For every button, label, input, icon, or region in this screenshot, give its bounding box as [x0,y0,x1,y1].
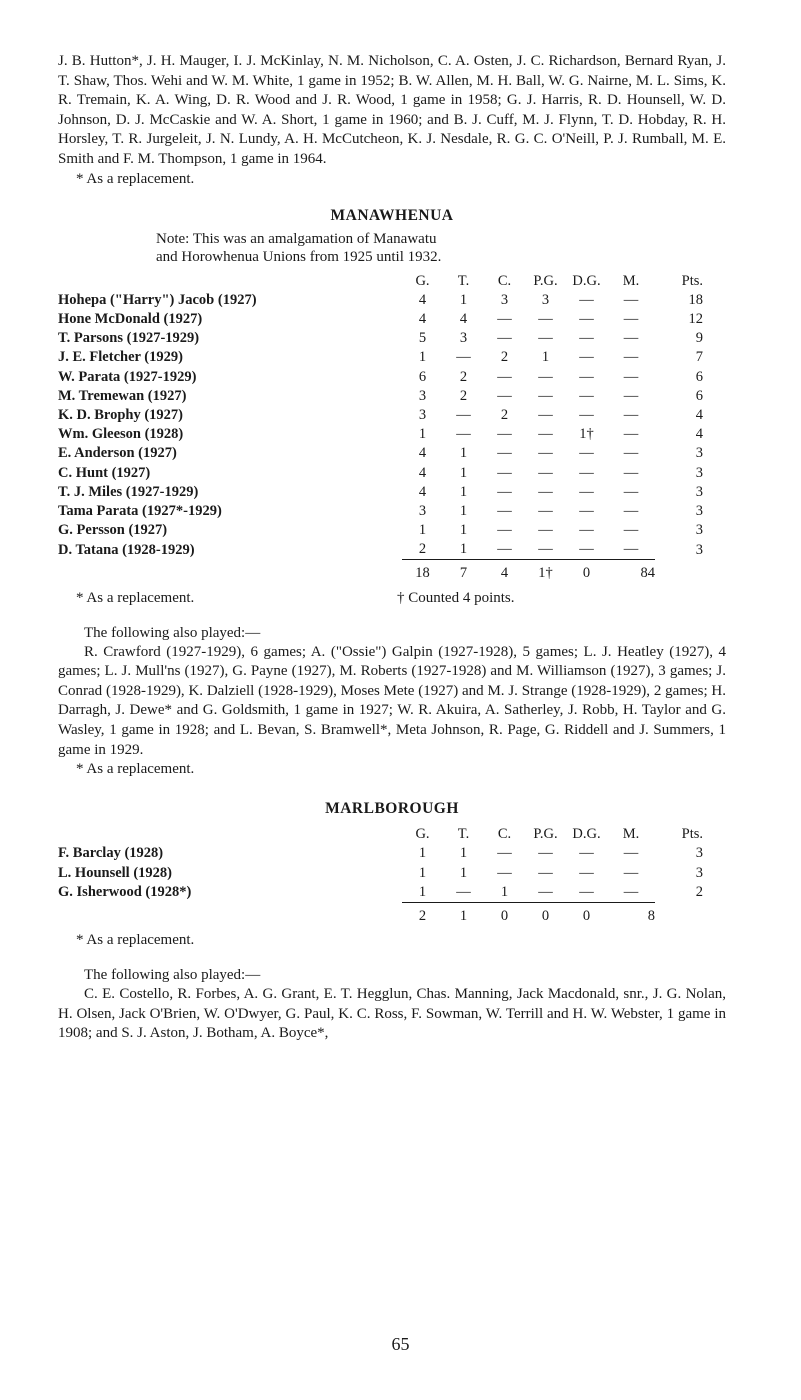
stat-cell: — [497,368,512,385]
section-title-manawhenua: MANAWHENUA [330,206,454,224]
stat-cell: — [456,406,471,423]
replacement-footnote: * As a replacement. [76,932,195,949]
stat-cell: 4 [459,311,468,328]
player-name: T. J. Miles (1927-1929) [58,483,199,500]
player-name: E. Anderson (1927) [58,445,177,462]
total-cell: 4 [484,560,525,584]
section-title-marlborough: MARLBOROUGH [325,800,459,818]
stat-cell: — [497,502,512,519]
stat-cell: 4 [695,406,703,423]
player-name: Hone McDonald (1927) [58,311,203,328]
stat-cell: 3 [695,445,703,462]
stat-cell: 18 [688,291,703,308]
stat-cell: — [623,464,639,481]
stat-cell: 1 [418,349,427,366]
table-row [58,425,703,444]
stat-cell: 1 [459,483,468,500]
player-name: G. Isherwood (1928*) [58,884,192,901]
stat-cell: 1 [541,349,550,366]
stat-cell: 7 [695,349,703,366]
stat-cell: 5 [418,330,427,347]
stat-cell: — [623,330,639,347]
stat-cell: — [579,406,594,423]
table-row [58,883,703,903]
also-played-text: C. E. Costello, R. Forbes, A. G. Grant, E. T. Hegglun, Chas. Manning, Jack Macdonald, snr., J. G. Nolan, H. Olsen, Jack O'Brien, W. O'Dwyer, G. Paul, K. C. Ross, F. Sowman, W. Terrill and H. W. Webster, 1 game in 1908; and S. J. Aston, J. Botham, A. Boyce*, [58,986,726,1042]
intro-paragraph: J. B. Hutton*, J. H. Mauger, I. J. McKinlay, N. M. Nicholson, C. A. Osten, J. C. Richardson, Bernard Ryan, J. T. Shaw, Thos. Wehi and W. M. White, 1 game in 1952; B. W. Allen, M. H. Ball, W. G. Nairne, M. L. Sims, K. R. Tremain, K. A. Wing, D. R. Wood and J. R. Wood, 1 game in 1958; G. J. Harris, R. D. Hounsell, W. D. Johnson, D. J. McCaskie and W. A. Short, 1 game in 1960; and B. J. Cuff, M. J. Flynn, T. D. Hobday, R. H. Horsley, T. R. Jurgeleit, J. N. Lundy, A. H. McCutcheon, K. J. Nesdale, R. G. C. O'Neill, P. J. Rumball, M. E. Smith and F. M. Thompson, 1 game in 1964. [58,53,726,167]
stat-cell: 3 [695,864,703,881]
header-g: G. [415,826,430,843]
stat-cell: 6 [695,387,703,404]
stat-cell: — [579,330,594,347]
stat-cell: 1 [500,883,509,900]
stat-cell: 3 [459,330,468,347]
stat-cell: — [579,502,594,519]
stat-cell: 3 [418,387,427,404]
table-row [58,444,703,463]
header-t: T. [457,272,470,289]
stat-cell: — [538,464,553,481]
stat-cell: 9 [695,330,703,347]
also-played-heading: The following also played:— [84,967,261,984]
stat-cell: — [579,349,594,366]
stat-cell: — [497,387,512,404]
stat-cell: — [538,522,553,539]
table-row [58,348,703,367]
header-dg: D.G. [572,826,601,843]
stat-cell: — [623,845,639,862]
stat-cell: — [623,522,639,539]
player-name: Wm. Gleeson (1928) [58,426,184,443]
stat-cell: 1† [579,426,594,443]
stat-cell: 2 [459,387,468,404]
also-played-footnote: * As a replacement. [76,761,195,778]
stat-cell: — [538,368,553,385]
header-m: M. [622,272,640,289]
stat-cell: — [623,368,639,385]
header-c: C. [497,272,512,289]
table-row [58,310,703,329]
manawhenua-stats-table [58,272,703,584]
stat-cell: — [579,464,594,481]
stat-cell: — [579,291,594,308]
stat-cell: — [579,864,594,881]
stat-cell: — [623,291,639,308]
stat-cell: — [538,387,553,404]
table-header-row [58,272,703,291]
table-row [58,387,703,406]
totals-label [58,560,402,584]
header-pts: Pts. [681,826,703,843]
stat-cell: 1 [459,445,468,462]
stat-cell: 2 [459,368,468,385]
stat-cell: 4 [418,311,427,328]
stat-cell: 3 [541,291,550,308]
stat-cell: 1 [459,845,468,862]
table-header-row [58,825,703,844]
total-cell: 84 [607,560,655,584]
player-name: K. D. Brophy (1927) [58,406,184,423]
stat-cell: — [623,311,639,328]
stat-cell: — [579,845,594,862]
stat-cell: — [623,445,639,462]
intro-footnote: * As a replacement. [76,170,195,187]
stat-cell: 12 [688,311,703,328]
stat-cell: — [538,406,553,423]
stat-cell: — [623,864,639,881]
stat-cell: — [456,349,471,366]
stat-cell: 2 [695,884,703,901]
section-note-line-2: and Horowhenua Unions from 1925 until 1932. [156,248,442,265]
header-pts: Pts. [681,272,703,289]
manawhenua-section [58,206,726,780]
stat-cell: 3 [695,522,703,539]
header-pg: P.G. [533,272,558,289]
stat-cell: 1 [418,522,427,539]
stat-cell: — [579,883,594,900]
stat-cell: — [579,445,594,462]
stat-cell: 6 [695,368,703,385]
stat-cell: — [623,502,639,519]
totals-label [58,902,402,926]
total-cell: 0 [566,902,607,926]
stat-cell: 4 [418,445,427,462]
stat-cell: — [497,445,512,462]
table-row [58,463,703,482]
stat-cell: — [538,845,553,862]
stat-cell: — [623,541,639,558]
marlborough-footnotes [58,932,726,954]
marlborough-section [58,799,726,1044]
player-name: T. Parsons (1927-1929) [58,330,200,347]
page-number: 65 [391,1334,410,1354]
stat-cell: — [538,483,553,500]
player-name: Tama Parata (1927*-1929) [58,502,222,519]
stat-cell: 6 [418,368,427,385]
player-name: G. Persson (1927) [58,522,168,539]
stat-cell: 3 [695,483,703,500]
stat-cell: 4 [695,426,703,443]
section-note-line-1: Note: This was an amalgamation of Manawatu [156,230,437,247]
stat-cell: — [497,426,512,443]
total-cell: 8 [607,902,655,926]
header-name-blank [58,272,402,291]
stat-cell: 3 [500,291,509,308]
stat-cell: — [497,541,512,558]
header-g: G. [415,272,430,289]
stat-cell: 1 [459,464,468,481]
total-cell: 1† [525,560,566,584]
stat-cell: — [538,426,553,443]
stat-cell: 3 [695,464,703,481]
stat-cell: — [579,368,594,385]
page [58,52,726,1044]
stat-cell: — [456,883,471,900]
header-pg: P.G. [533,826,558,843]
stat-cell: 3 [418,406,427,423]
total-cell: 0 [566,560,607,584]
section-note [58,230,726,266]
header-c: C. [497,826,512,843]
stat-cell: 1 [459,541,468,558]
stat-cell: — [538,864,553,881]
stat-cell: — [538,883,553,900]
stat-cell: — [579,522,594,539]
player-name: J. E. Fletcher (1929) [58,349,183,366]
table-row [58,844,703,863]
stat-cell: 1 [459,291,468,308]
stat-cell: — [497,330,512,347]
stat-cell: 4 [418,464,427,481]
table-row [58,406,703,425]
replacement-footnote: * As a replacement. [76,589,195,606]
stat-cell: — [623,387,639,404]
stat-cell: — [497,845,512,862]
stat-cell: — [538,445,553,462]
stat-cell: 2 [500,349,509,366]
player-name: L. Hounsell (1928) [58,864,172,881]
total-cell: 0 [525,902,566,926]
stat-cell: 2 [418,541,427,558]
table-row [58,521,703,540]
header-m: M. [622,826,640,843]
stat-cell: — [623,426,639,443]
stat-cell: 1 [418,883,427,900]
total-cell: 7 [443,560,484,584]
stat-cell: — [623,483,639,500]
stat-cell: — [538,541,553,558]
player-name: W. Parata (1927-1929) [58,368,197,385]
total-cell: 18 [402,560,443,584]
stat-cell: — [538,311,553,328]
table-row [58,329,703,348]
also-played-text: R. Crawford (1927-1929), 6 games; A. ("Ossie") Galpin (1927-1928), 5 games; L. J. Heatley (1927), 4 games; L. J. Mull'ns (1927), G. Payne (1927), M. Roberts (1927-1928) and M. Williamson (1927), 3 games; J. Conrad (1928-1929), K. Dalziell (1928-1929), Moses Mete (1927) and M. J. Strange (1928-1929), 2 games; H. Darragh, J. Dewe* and G. Goldsmith, 1 game in 1927; W. R. Akuira, A. Satherley, J. Robb, H. Taylor and G. Wasley, 1 game in 1928; and L. Bevan, S. Bramwell*, Meta Johnson, R. Page, G. Riddell and J. Summers, 1 game in 1929. [58,643,726,758]
stat-cell: 2 [500,406,509,423]
stat-cell: 1 [459,864,468,881]
stat-cell: — [497,522,512,539]
player-name: Hohepa ("Harry") Jacob (1927) [58,291,257,308]
player-name: M. Tremewan (1927) [58,387,187,404]
stat-cell: — [623,349,639,366]
stat-cell: 3 [695,502,703,519]
stat-cell: — [579,311,594,328]
also-played-heading: The following also played:— [84,624,261,641]
total-cell: 1 [443,902,484,926]
stat-cell: 4 [418,291,427,308]
table-row [58,368,703,387]
manawhenua-footnotes [58,590,726,612]
player-name: F. Barclay (1928) [58,845,164,862]
player-name: C. Hunt (1927) [58,464,151,481]
stat-cell: — [497,311,512,328]
table-row [58,291,703,310]
header-dg: D.G. [572,272,601,289]
stat-cell: — [497,483,512,500]
stat-cell: — [497,464,512,481]
stat-cell: — [538,502,553,519]
header-name-blank [58,825,402,844]
stat-cell: 3 [695,845,703,862]
stat-cell: 3 [695,541,703,558]
dagger-footnote: † Counted 4 points. [397,589,515,606]
stat-cell: 1 [418,845,427,862]
stat-cell: — [456,426,471,443]
stat-cell: — [497,864,512,881]
stat-cell: — [579,387,594,404]
totals-row [58,560,703,584]
stat-cell: — [623,406,639,423]
total-cell: 0 [484,902,525,926]
header-t: T. [457,826,470,843]
total-cell: 2 [402,902,443,926]
table-row [58,540,703,560]
totals-row [58,902,703,926]
table-row [58,502,703,521]
table-row [58,864,703,883]
stat-cell: — [623,883,639,900]
stat-cell: — [579,541,594,558]
stat-cell: 1 [459,522,468,539]
table-row [58,483,703,502]
stat-cell: 1 [459,502,468,519]
stat-cell: 3 [418,502,427,519]
stat-cell: 4 [418,483,427,500]
stat-cell: 1 [418,426,427,443]
stat-cell: 1 [418,864,427,881]
marlborough-stats-table [58,825,703,926]
stat-cell: — [579,483,594,500]
player-name: D. Tatana (1928-1929) [58,541,195,558]
stat-cell: — [538,330,553,347]
